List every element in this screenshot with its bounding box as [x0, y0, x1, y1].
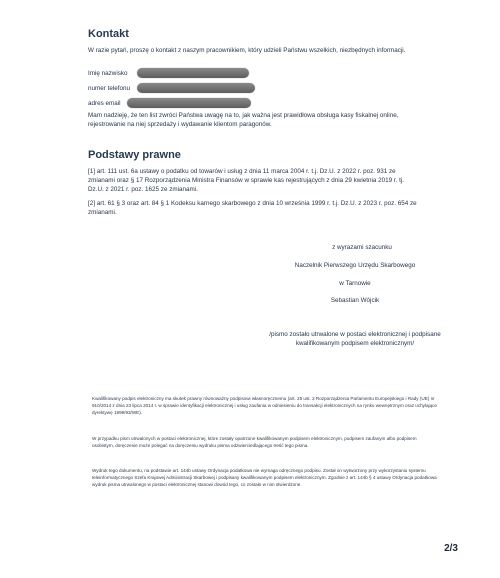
page-number: 2/3: [444, 543, 458, 554]
signature-city: w Tarnowie: [339, 280, 371, 287]
redacted-email: [127, 98, 251, 108]
signature-name: Sebastian Wójcik: [330, 297, 380, 304]
contact-heading: Kontakt: [88, 28, 129, 40]
legal-reference-2: [2] art. 61 § 3 oraz art. 84 § 1 Kodeksu karnego skarbowego z dnia 10 września 1999 r. t.j. Dz.U. z 2023 r. poz. 654 ze zmianami.: [88, 200, 417, 217]
redacted-phone: [137, 83, 255, 93]
footer-paragraph-3: Wydruk tego dokumentu, na podstawie art. 144b ustawy Ordynacja podatkowa nie wymaga odręcznego podpisu. Został on wytworzony przy wykorzystaniu systemu teleinformatycznego Szefa Krajowej Administracji Skarbowej i podpisany kwalifikowanym podpisem elektronicznym. Zgodnie z art. 144b § 4 ustawy Ordynacja podatkowa wydruk pisma utrwalonego w postaci elektronicznej stanowi dowód tego, co zostało w nim stwierdzone.: [92, 468, 437, 487]
redacted-name: [137, 68, 249, 78]
signature-title: Naczelnik Pierwszego Urzędu Skarbowego: [294, 262, 416, 269]
hope-paragraph: Mam nadzieję, że ten list zwróci Państwa uwagę na to, jak ważna jest prawidłowa obsługa kasy fiskalnej online, rejestrowanie na niej sprzedaży i wydawanie klientom paragonów.: [88, 112, 399, 129]
footer-paragraph-1: Kwalifikowany podpis elektroniczny ma skutek prawny równoważny podpisowi własnoręcznemu (art. 25 ust. 2 Rozporządzenia Parlamentu Europejskiego i Rady (UE) nr 910/2014 z dnia 23 lipca 2014 r. w sprawie identyfikacji elektronicznej i usług zaufania w odniesieniu do transakcji elektronicznych na rynku wewnętrznym oraz uchylające dyrektywę 1999/93/WE).: [92, 396, 437, 415]
name-label: Imię nazwisko: [88, 70, 128, 77]
legal-reference-1: [1] art. 111 ust. 6a ustawy o podatku od towarów i usług z dnia 11 marca 2004 r. t.j. Dz.U. z 2022 r. poz. 931 ze zmianami oraz § 17 Rozporządzenia Ministra Finansów w sprawie kas rejestrujących z dnia 29 kwietnia 2019 r. tj. Dz.U. z 2021 r. poz. 1625 ze zmianami.: [88, 168, 405, 194]
footer-paragraph-2: W przypadku pism utrwalonych w postaci elektronicznej, które zostały opatrzone kwalifikowanym podpisem elektronicznym, podpisem zaufanym albo podpisem osobistym, doręczenie może polegać na doręczeniu wydruku pisma odzwierciedlającego treść tego pisma.: [92, 436, 417, 448]
phone-label: numer telefonu: [88, 85, 131, 92]
signature-note: /pismo zostało utrwalone w postaci elektronicznej i podpisane kwalifikowanym podpisem elektronicznym/: [269, 331, 441, 348]
contact-intro: W razie pytań, proszę o kontakt z naszym pracownikiem, który udzieli Państwu wszelkich, niezbędnych informacji.: [88, 47, 406, 54]
signature-closing: z wyrazami szacunku: [332, 244, 392, 251]
email-label: adres email: [88, 100, 121, 107]
legal-heading: Podstawy prawne: [88, 149, 181, 161]
